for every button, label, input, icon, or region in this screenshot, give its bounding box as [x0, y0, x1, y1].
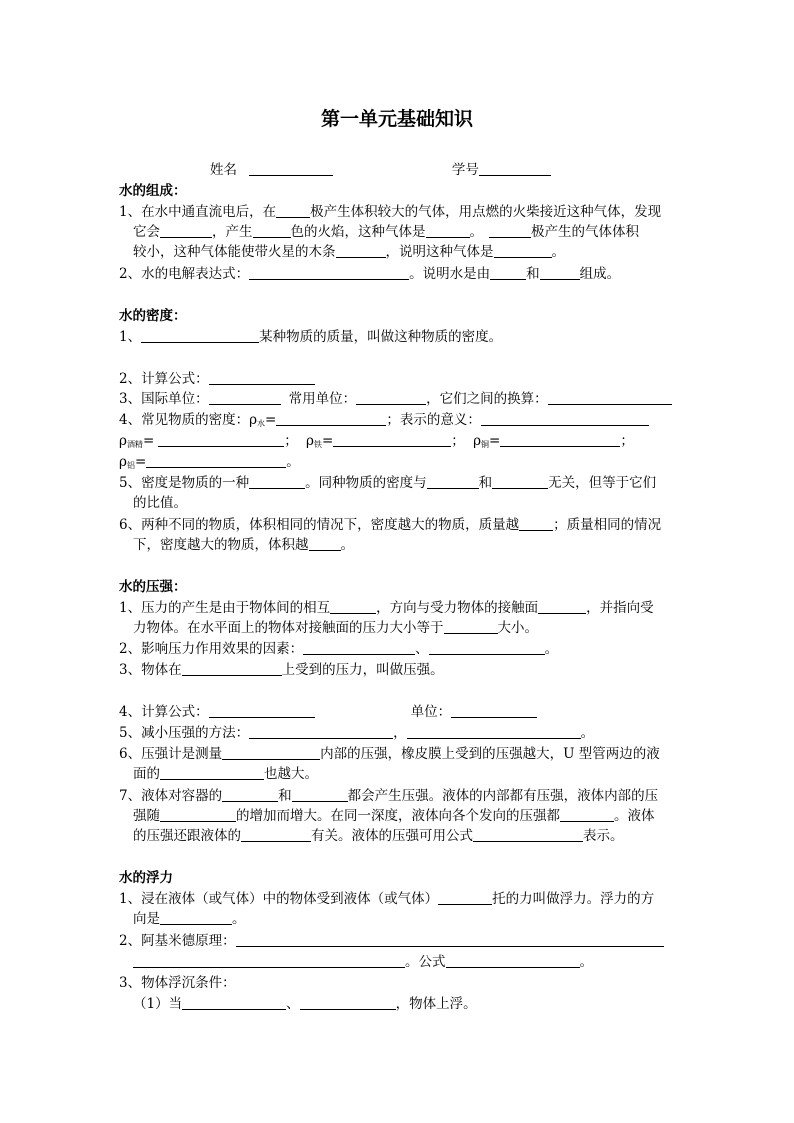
blank[interactable]: [158, 432, 284, 447]
blank[interactable]: [540, 265, 580, 280]
blank[interactable]: [451, 703, 537, 718]
s4-q2-line2: 。公式 。: [133, 952, 593, 972]
s3-q4: 4、计算公式： 单位：: [119, 702, 537, 722]
blank[interactable]: [519, 516, 553, 531]
blank[interactable]: [160, 223, 212, 238]
s3-q1-line1: 1、压力的产生是由于物体间的相互 ，方向与受力物体的接触面 ，并指向受: [119, 600, 654, 616]
blank[interactable]: [209, 703, 315, 718]
blank[interactable]: [438, 890, 492, 905]
blank[interactable]: [276, 411, 386, 426]
blank[interactable]: [292, 787, 348, 802]
s2-q2: 2、计算公式：: [119, 369, 315, 389]
blank[interactable]: [209, 370, 315, 385]
blank[interactable]: [429, 640, 545, 655]
blank[interactable]: [160, 807, 236, 822]
s2-q5-line1: 5、密度是物质的一种 。同种物质的密度与 和 无关，但等于它们: [119, 475, 657, 491]
s1-q1-line1: 1、在水中通直流电后，在 极产生体积较大的气体，用点燃的火柴接近这种气体，发现: [119, 204, 662, 220]
s1-q1-line2: 它会 ，产生 色的火焰，这种气体是 。 极产生的气体体积: [133, 224, 639, 240]
blank[interactable]: [146, 453, 286, 468]
s3-q3: 3、物体在 上受到的压力，叫做压强。: [119, 662, 444, 678]
s3-q2: 2、影响压力作用效果的因素： 、 。: [119, 641, 559, 657]
s2-q1: 1、 某种物质的质量，叫做这种物质的密度。: [119, 329, 503, 345]
s4-q1-line2: 向是 。: [133, 911, 246, 927]
s4-q3-case1: （1）当 、 ，物体上浮。: [133, 996, 477, 1012]
s3-q7-line2: 强随 的增加而增大。在同一深度，液体向各个发向的压强都 。液体: [133, 808, 655, 824]
s2-q3: 3、国际单位： 常用单位： ，它们之间的换算：: [119, 389, 672, 409]
s1-q1-line3: 较小，这种气体能使带火星的木条 ，说明这种气体是 。: [133, 244, 565, 260]
s2-q4: 4、常见物质的密度：$\rho_水=$ ；表示的意义：: [119, 410, 649, 434]
blank[interactable]: [236, 932, 664, 947]
student-info-row: [210, 160, 551, 180]
section-water-density-heading: 水的密度：: [119, 308, 187, 324]
blank[interactable]: [426, 223, 470, 238]
blank[interactable]: [560, 807, 614, 822]
blank[interactable]: [300, 995, 396, 1010]
blank[interactable]: [160, 765, 264, 780]
student-id-label: 学号: [451, 162, 479, 178]
s1-q2: 2、水的电解表达式： 。说明水是由 和 组成。: [119, 266, 621, 282]
s3-q5: 5、减小压强的方法： ， 。: [119, 725, 595, 741]
blank[interactable]: [500, 432, 620, 447]
s3-q6-line1: 6、压强计是测量 内部的压强，橡皮膜上受到的压强越大，U 型管两边的液: [119, 746, 660, 762]
section-water-composition-heading: 水的组成：: [119, 183, 187, 199]
blank[interactable]: [133, 953, 405, 968]
blank[interactable]: [333, 432, 451, 447]
s4-q1-line1: 1、浸在液体（或气体）中的物体受到液体（或气体） 托的力叫做浮力。浮力的方: [119, 891, 655, 907]
blank[interactable]: [481, 411, 649, 426]
student-id-blank[interactable]: [479, 161, 551, 176]
blank[interactable]: [427, 474, 479, 489]
name-label: 姓名: [210, 162, 237, 178]
blank[interactable]: [253, 223, 291, 238]
blank[interactable]: [356, 390, 426, 405]
blank[interactable]: [276, 203, 310, 218]
blank[interactable]: [241, 827, 311, 842]
s3-q6-line2: 面的 也越大。: [133, 766, 318, 782]
blank[interactable]: [309, 536, 341, 551]
blank[interactable]: [473, 827, 583, 842]
blank[interactable]: [303, 640, 415, 655]
page-title: 第一单元基础知识: [320, 108, 473, 130]
blank[interactable]: [446, 953, 580, 968]
blank[interactable]: [548, 390, 672, 405]
blank[interactable]: [141, 328, 259, 343]
blank[interactable]: [222, 745, 320, 760]
blank[interactable]: [538, 599, 586, 614]
blank[interactable]: [160, 910, 232, 925]
blank[interactable]: [489, 223, 531, 238]
s2-q4-aluminum: $\rho_铝=$ 。: [119, 454, 300, 470]
s2-q4-densities: $\rho_{酒精}=$ ； $\rho_铁=$ ； $\rho_铜=$ ；: [119, 433, 634, 449]
blank[interactable]: [249, 265, 409, 280]
blank[interactable]: [492, 474, 548, 489]
s2-q5-line2: 的比值。: [133, 495, 187, 511]
blank[interactable]: [249, 474, 305, 489]
s4-q2-line1: 2、阿基米德原理：: [119, 931, 664, 951]
blank[interactable]: [494, 243, 552, 258]
s2-q6-line1: 6、两种不同的物质，体积相同的情况下，密度越大的物质，质量越 ；质量相同的情况: [119, 517, 662, 533]
blank[interactable]: [249, 724, 393, 739]
blank[interactable]: [182, 661, 282, 676]
blank[interactable]: [407, 724, 581, 739]
blank[interactable]: [336, 243, 386, 258]
blank[interactable]: [222, 787, 278, 802]
blank[interactable]: [330, 599, 376, 614]
section-buoyancy-heading: 水的浮力: [119, 870, 173, 886]
name-blank[interactable]: [249, 161, 333, 176]
s3-q7-line1: 7、液体对容器的 和 都会产生压强。液体的内部都有压强，液体内部的压: [119, 788, 659, 804]
section-water-pressure-heading: 水的压强：: [119, 579, 187, 595]
blank[interactable]: [182, 995, 286, 1010]
blank[interactable]: [209, 390, 281, 405]
blank[interactable]: [444, 619, 498, 634]
s2-q6-line2: 下，密度越大的物质，体积越 。: [133, 537, 354, 553]
s3-q7-line3: 的压强还跟液体的 有关。液体的压强可用公式 表示。: [133, 828, 624, 844]
blank[interactable]: [490, 265, 526, 280]
s3-q1-line2: 力物体。在水平面上的物体对接触面的压力大小等于 大小。: [133, 620, 538, 636]
s4-q3: 3、物体浮沉条件：: [119, 975, 236, 991]
